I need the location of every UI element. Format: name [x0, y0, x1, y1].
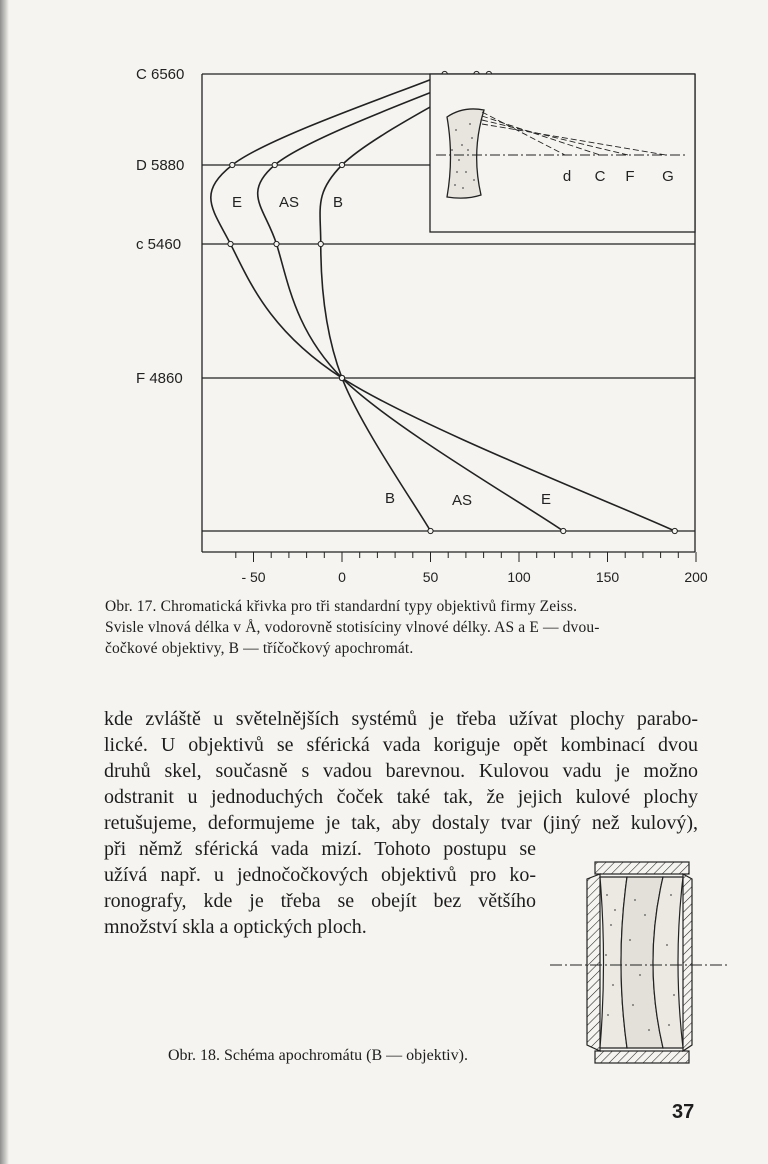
text-line: lické. U objektivů se sférická vada koriguje opět kombinací dvou: [104, 734, 698, 756]
text-line: ronografy, kde je třeba se obejít bez většího: [104, 890, 536, 912]
x-axis-ticks: [236, 552, 708, 585]
x-tick-label: 50: [422, 569, 439, 585]
wavelength-labels: [136, 66, 184, 387]
curve-point: [561, 528, 566, 533]
x-tick-label: 150: [595, 569, 620, 585]
curve-point: [318, 241, 323, 246]
inset-label: F: [625, 168, 635, 185]
curve-point: [228, 241, 233, 246]
curve-label: E: [231, 194, 243, 211]
inset-label: d: [562, 168, 572, 185]
text-line: kde zvláště u světelnějších systémů je třeba užívat plochy parabo-: [104, 708, 698, 730]
curve-label: AS: [278, 194, 300, 211]
curve-point: [339, 375, 344, 380]
curve-point: [428, 528, 433, 533]
text-line: retušujeme, deformujeme je tak, aby dostaly tvar (jiný než kulový),: [104, 812, 698, 834]
inset-lens-diagram: [430, 74, 695, 232]
curve-point: [272, 162, 277, 167]
curve-label: E: [540, 491, 552, 508]
curve-point: [274, 241, 279, 246]
text-line: odstranit u jednoduchých čoček také tak, že jejich kulové plochy: [104, 786, 698, 808]
page-number: 37: [672, 1101, 695, 1123]
caption-line: Obr. 17. Chromatická křivka pro tři standardní typy objektivů firmy Zeiss.: [105, 598, 578, 615]
curve-label: B: [332, 194, 344, 211]
caption-line: Svisle vlnová délka v Å, vodorovně stotisíciny vlnové délky. AS a E — dvou-: [105, 619, 600, 636]
curve-label: AS: [451, 492, 473, 509]
caption-line: čočkové objektivy, B — tříčočkový apochromát.: [105, 640, 414, 657]
wavelength-label: F 4860: [136, 370, 183, 387]
figure-18-caption: Obr. 18. Schéma apochromátu (B — objektiv).: [168, 1047, 468, 1064]
figure-17-caption: [105, 596, 705, 659]
text-line: užívá např. u jednočočkových objektivů pro ko-: [104, 864, 536, 886]
text-line: druhů skel, současně s vadou barevnou. Kulovou vadu je možno: [104, 760, 698, 782]
curve-point: [339, 162, 344, 167]
wavelength-label: c 5460: [136, 236, 182, 253]
x-tick-label: 100: [507, 569, 531, 585]
inset-label: G: [662, 168, 674, 185]
curve-label: B: [384, 490, 396, 507]
apochromat-lens-diagram: [545, 855, 735, 1070]
text-line: při němž sférická vada mizí. Tohoto postupu se: [104, 838, 536, 860]
x-tick-label: - 50: [241, 569, 266, 585]
x-tick-label: 0: [338, 569, 346, 585]
curve-point: [672, 528, 677, 533]
curve-labels: [232, 194, 551, 509]
text-line: množství skla a optických ploch.: [104, 916, 367, 938]
wavelength-label: D 5880: [136, 157, 185, 174]
wavelength-label: C 6560: [136, 66, 185, 83]
x-tick-label: 200: [684, 569, 708, 585]
curve-point: [230, 162, 235, 167]
inset-label: C: [594, 168, 606, 185]
